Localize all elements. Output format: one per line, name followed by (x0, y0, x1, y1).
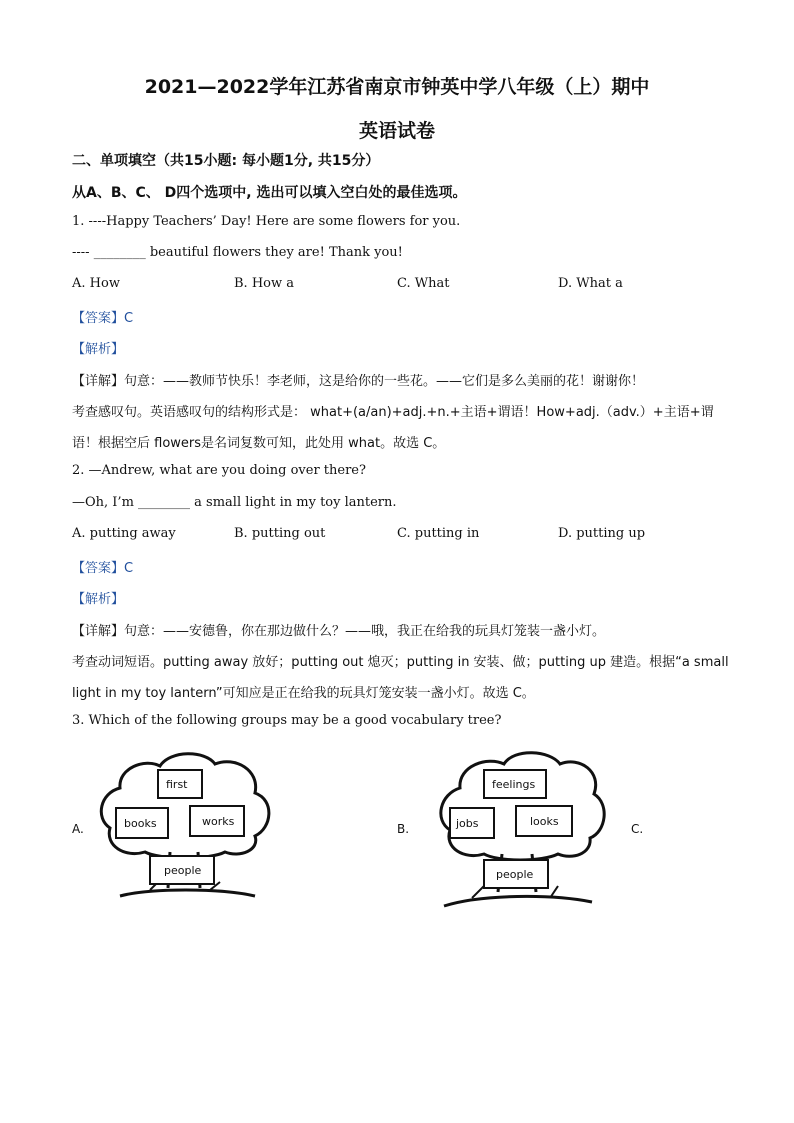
tree-b-word-bottom: people (496, 868, 534, 881)
page-title: 2021—2022学年江苏省南京市钟英中学八年级（上）期中 (144, 76, 650, 98)
tree-b-word-right: looks (530, 815, 559, 828)
q2-stem-line2: —Oh, I’m ________ a small light in my toy lantern. (72, 495, 397, 510)
q2-detail-line1: 【详解】句意：——安德鲁，你在那边做什么？——哦，我正在给我的玩具灯笼装一盏小灯。 (72, 624, 606, 639)
q1-option-a: A. How (72, 276, 120, 291)
q2-option-b: B. putting out (234, 526, 326, 541)
q2-answer: 【答案】C (72, 561, 134, 576)
tree-b-word-left: jobs (456, 817, 479, 830)
q1-option-b: B. How a (234, 276, 294, 291)
q2-option-d: D. putting up (558, 526, 646, 541)
q2-jiexi-label: 【解析】 (72, 592, 125, 607)
q3-option-b-label: B. (397, 822, 410, 836)
q1-detail-line3: 语！根据空后 flowers是名词复数可知，此处用 what。故选 C。 (72, 436, 446, 451)
q2-stem-line1: 2. —Andrew, what are you doing over there? (72, 463, 366, 478)
q1-detail-line1: 【详解】句意：——教师节快乐！李老师，这是给你的一些花。——它们是多么美丽的花！谢谢你！ (72, 374, 645, 389)
tree-b-word-top: feelings (492, 778, 536, 791)
q2-option-a: A. putting away (72, 526, 176, 541)
tree-a-ground (120, 890, 255, 896)
q1-option-d: D. What a (558, 276, 623, 291)
q1-answer (72, 307, 133, 326)
q2-option-c: C. putting in (397, 526, 480, 541)
q1-stem-line2: ---- ________ beautiful flowers they are! Thank you! (72, 245, 403, 260)
q3-stem-line1: 3. Which of the following groups may be a good vocabulary tree? (72, 713, 502, 728)
q2-detail-line3: light in my toy lantern”可知应是正在给我的玩具灯笼安装一盏小灯。故选 C。 (72, 686, 535, 701)
vocabulary-tree-a (90, 748, 280, 908)
q1-jiexi-label: 【解析】 (72, 342, 125, 357)
page-subtitle: 英语试卷 (358, 120, 435, 142)
tree-b-ground (444, 896, 592, 906)
q1-detail-line2: 考查感叹句。英语感叹句的结构形式是： what+(a/an)+adj.+n.+主语+谓语！How+adj.（adv.）+主语+谓 (72, 405, 714, 420)
q3-option-c-label: C. (631, 822, 644, 836)
q2-detail-line2: 考查动词短语。putting away 放好；putting out 熄灭；putting in 安装、做；putting up 建造。根据“a small (72, 655, 729, 670)
q1-answer-text: 【答案】C (72, 311, 134, 326)
q1-option-c: C. What (397, 276, 450, 291)
tree-a-word-top: first (166, 778, 188, 791)
q3-option-a-label: A. (72, 822, 84, 836)
vocabulary-tree-b (432, 748, 607, 913)
tree-a-word-right: works (202, 815, 235, 828)
tree-a-word-left: books (124, 817, 157, 830)
q1-stem-line1: 1. ----Happy Teachers’ Day! Here are some flowers for you. (72, 214, 461, 229)
section-instruction: 从A、B、C、 D四个选项中, 选出可以填入空白处的最佳选项。 (72, 185, 467, 201)
tree-a-word-bottom: people (164, 864, 202, 877)
section-heading: 二、单项填空（共15小题: 每小题1分, 共15分） (72, 153, 380, 169)
